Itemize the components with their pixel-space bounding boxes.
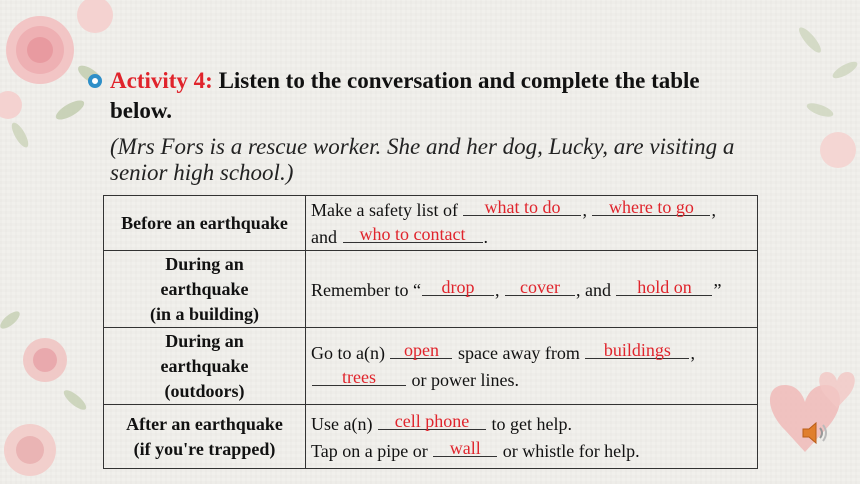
answer-text: open bbox=[403, 340, 439, 360]
answer-blank bbox=[505, 276, 575, 296]
row-text: , bbox=[711, 200, 716, 220]
answer-blank bbox=[390, 339, 452, 359]
answer-blank bbox=[312, 366, 406, 386]
row-text: , bbox=[494, 279, 500, 300]
answer-text: hold on bbox=[637, 276, 692, 297]
row-text: Go to a(n) bbox=[311, 343, 390, 363]
row-content bbox=[306, 328, 758, 405]
row-text: . bbox=[483, 227, 488, 247]
table-row bbox=[104, 328, 758, 405]
row-text: , and bbox=[575, 279, 616, 300]
table-row bbox=[104, 405, 758, 469]
row-text: to get help. bbox=[486, 413, 572, 434]
row-content bbox=[306, 405, 758, 469]
answer-text: drop bbox=[441, 276, 475, 297]
row-header-title: During an earthquake bbox=[160, 330, 249, 376]
row-content bbox=[306, 196, 758, 251]
answer-text: cover bbox=[519, 276, 560, 297]
row-text: Remember to “ bbox=[311, 279, 421, 300]
row-text: ” bbox=[713, 279, 722, 300]
row-header: Before an earthquake bbox=[104, 196, 306, 251]
speaker-icon[interactable] bbox=[800, 420, 830, 446]
row-text: Make a safety list of bbox=[311, 200, 463, 220]
row-text: , bbox=[582, 200, 587, 220]
answer-text: who to contact bbox=[359, 224, 466, 244]
table-row bbox=[104, 196, 758, 251]
answer-blank bbox=[378, 410, 486, 430]
row-text: space away from bbox=[453, 343, 585, 363]
rose-decoration bbox=[0, 300, 100, 484]
row-header-note: (in a building) bbox=[149, 303, 260, 324]
row-header bbox=[104, 251, 306, 328]
row-header-title: After an earthquake bbox=[126, 413, 283, 434]
activity-heading bbox=[110, 66, 750, 126]
bullet-icon bbox=[88, 74, 102, 88]
intro-text: (Mrs Fors is a rescue worker. She and her dog, Lucky, are visiting a senior high school.) bbox=[110, 134, 735, 185]
rose-decoration bbox=[0, 0, 120, 150]
row-text: and bbox=[311, 227, 342, 247]
answer-text: where to go bbox=[608, 197, 694, 217]
row-header bbox=[104, 328, 306, 405]
row-header bbox=[104, 405, 306, 469]
answer-blank bbox=[422, 276, 494, 296]
row-header-note: (if you're trapped) bbox=[133, 438, 276, 459]
answer-text: what to do bbox=[484, 197, 561, 217]
answer-blank bbox=[343, 223, 483, 243]
answer-text: cell phone bbox=[394, 410, 470, 431]
answer-blank bbox=[463, 196, 581, 216]
table-row bbox=[104, 251, 758, 328]
row-text: , bbox=[690, 343, 695, 363]
activity-instruction: Listen to the conversation and complete the table below. bbox=[110, 68, 700, 123]
row-text: or power lines. bbox=[407, 370, 519, 390]
answer-blank bbox=[616, 276, 712, 296]
row-text: Use a(n) bbox=[311, 413, 377, 434]
answer-blank bbox=[585, 339, 689, 359]
answer-blank bbox=[592, 196, 710, 216]
row-text: or whistle for help. bbox=[498, 440, 640, 461]
answer-text: buildings bbox=[603, 340, 671, 360]
answer-text: wall bbox=[449, 437, 481, 458]
activity-label: Activity 4: bbox=[110, 68, 213, 93]
row-text: Tap on a pipe or bbox=[311, 440, 433, 461]
earthquake-table bbox=[103, 195, 758, 469]
row-header-title: During an earthquake bbox=[160, 253, 249, 299]
row-content bbox=[306, 251, 758, 328]
answer-blank bbox=[433, 437, 497, 457]
answer-text: trees bbox=[342, 367, 376, 387]
row-header-note: (outdoors) bbox=[164, 380, 245, 401]
